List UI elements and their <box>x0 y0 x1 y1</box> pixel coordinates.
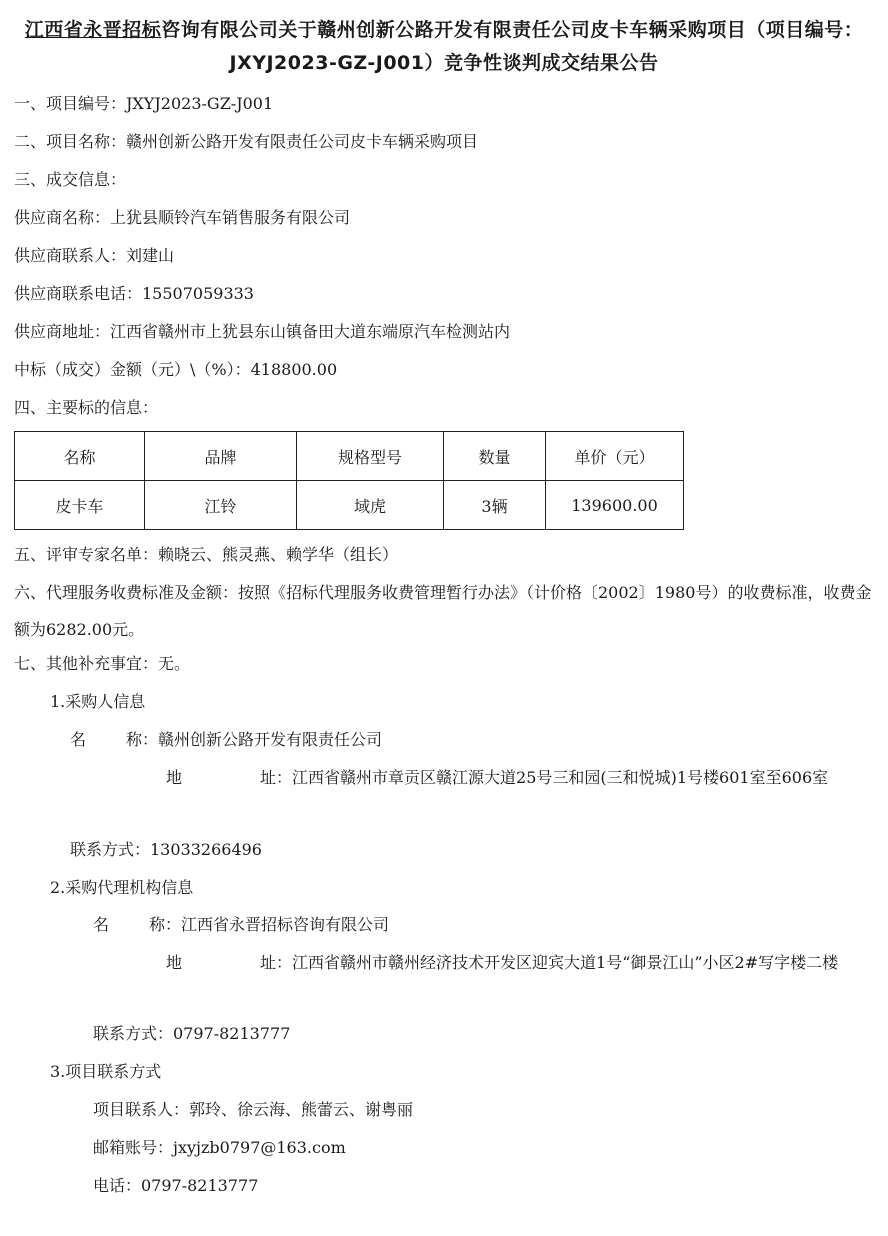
table-cell: 139600.00 <box>546 481 684 530</box>
purchaser-name-label: 名 <box>70 730 87 749</box>
table-cell: 皮卡车 <box>15 481 145 530</box>
title-underlined: 江西省永晋招标 <box>24 19 162 41</box>
table-cell: 江铃 <box>145 481 297 530</box>
purchaser-name-label-b: 称： <box>126 730 159 749</box>
items-table <box>14 431 684 530</box>
purchaser-name-row <box>70 728 382 752</box>
supplier-contact: 供应商联系人：刘建山 <box>14 246 175 265</box>
agency-name: 江西省永晋招标咨询有限公司 <box>181 915 390 934</box>
project-contact-heading: 3.项目联系方式 <box>50 1062 162 1081</box>
agency-heading: 2.采购代理机构信息 <box>50 878 194 897</box>
table-row <box>15 481 684 530</box>
project-contact-phone: 电话：0797-8213777 <box>93 1176 259 1195</box>
agency-fee: 六、代理服务收费标准及金额：按照《招标代理服务收费管理暂行办法》（计价格〔2002〕1980号）的收费标准，收费金额为6282.00元。 <box>14 583 872 639</box>
purchaser-address: 江西省赣州市章贡区赣江源大道25号三和园(三和悦城)1号楼601室至606室 <box>292 768 829 787</box>
page-title <box>14 14 874 80</box>
deal-info-heading: 三、成交信息： <box>14 170 127 189</box>
table-header-cell: 名称 <box>15 432 145 481</box>
supplier-address: 供应商地址：江西省赣州市上犹县东山镇备田大道东端原汽车检测站内 <box>14 322 511 341</box>
table-header-cell: 数量 <box>444 432 546 481</box>
agency-contact: 联系方式：0797-8213777 <box>93 1024 291 1043</box>
purchaser-contact: 联系方式：13033266496 <box>70 840 262 859</box>
supplier-phone: 供应商联系电话：15507059333 <box>14 284 254 303</box>
agency-address-label: 地 <box>166 953 183 972</box>
expert-list: 五、评审专家名单：赖晓云、熊灵燕、赖学华（组长） <box>14 545 399 564</box>
title-rest: 咨询有限公司关于赣州创新公路开发有限责任公司皮卡车辆采购项目（项目编号：JXYJ2023-GZ-J001）竞争性谈判成交结果公告 <box>161 19 864 74</box>
table-header-cell: 单价（元） <box>546 432 684 481</box>
purchaser-address-label: 地 <box>166 768 183 787</box>
other-matters: 七、其他补充事宜：无。 <box>14 654 191 673</box>
main-items-heading: 四、主要标的信息： <box>14 398 159 417</box>
bid-amount: 中标（成交）金额（元）\（%）：418800.00 <box>14 360 338 379</box>
agency-address-row <box>166 944 876 981</box>
table-header-row <box>15 432 684 481</box>
agency-name-label: 名 <box>93 915 110 934</box>
project-contact-people: 项目联系人：郭玲、徐云海、熊蕾云、谢粤丽 <box>93 1100 414 1119</box>
agency-address-label-b: 址： <box>260 953 293 972</box>
table-header-cell: 规格型号 <box>297 432 444 481</box>
purchaser-name: 赣州创新公路开发有限责任公司 <box>158 730 383 749</box>
project-number: 一、项目编号：JXYJ2023-GZ-J001 <box>14 94 274 113</box>
table-cell: 3辆 <box>444 481 546 530</box>
purchaser-address-row <box>166 759 876 796</box>
agency-name-label-b: 称： <box>149 915 182 934</box>
agency-name-row <box>93 913 389 937</box>
project-name: 二、项目名称：赣州创新公路开发有限责任公司皮卡车辆采购项目 <box>14 132 479 151</box>
project-contact-email: 邮箱账号：jxyjzb0797@163.com <box>93 1138 346 1157</box>
supplier-name: 供应商名称：上犹县顺铃汽车销售服务有限公司 <box>14 208 351 227</box>
table-header-cell: 品牌 <box>145 432 297 481</box>
purchaser-address-label-b: 址： <box>260 768 293 787</box>
purchaser-heading: 1.采购人信息 <box>50 692 146 711</box>
table-cell: 域虎 <box>297 481 444 530</box>
agency-address: 江西省赣州市赣州经济技术开发区迎宾大道1号“御景江山”小区2#写字楼二楼 <box>292 953 839 972</box>
